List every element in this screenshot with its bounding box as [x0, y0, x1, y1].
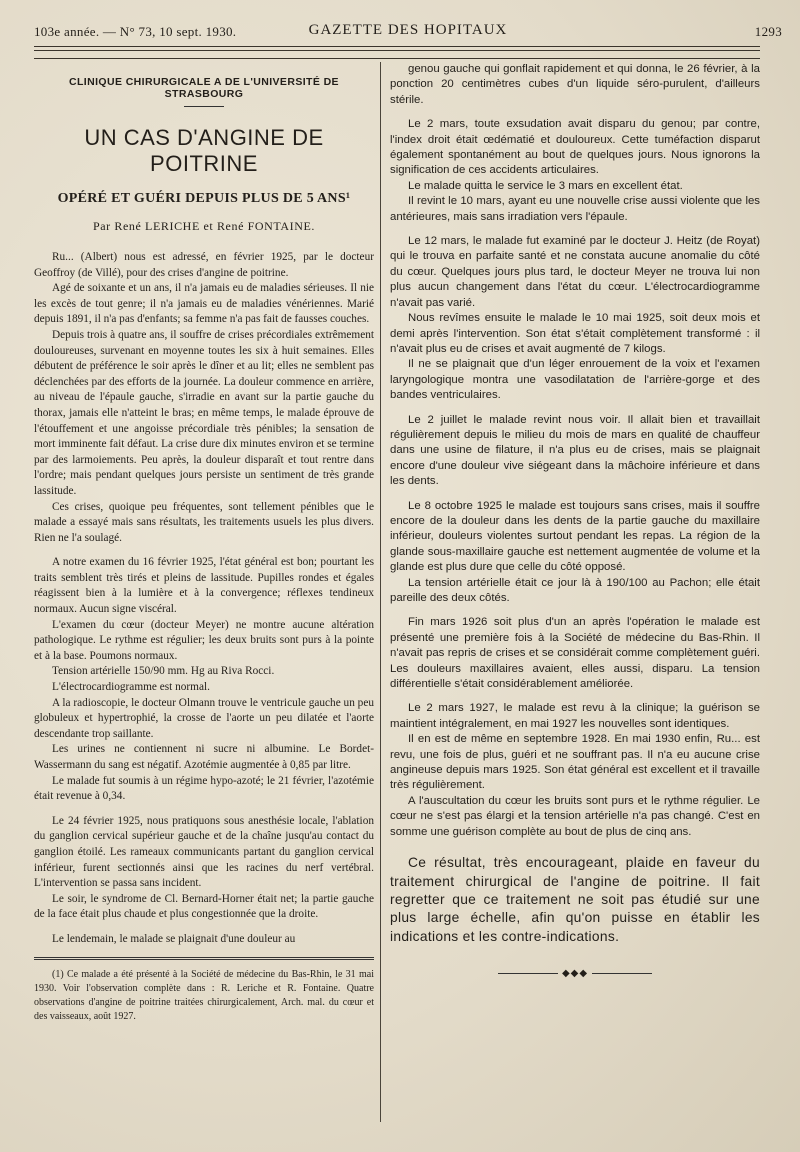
column-divider	[380, 62, 381, 1122]
paragraph: Le 2 juillet le malade revint nous voir. Il allait bien et travaillait régulièrement depuis le milieu du mois de mars en qualité de chauffeur dans une usine de filature, il n'a plus eu de crises, mais se plaignait encore d'une douleur vive siégeant dans la mâchoire inférieure et dans les dents.	[390, 413, 760, 488]
paragraph: Le 12 mars, le malade fut examiné par le docteur J. Heitz (de Royat) qui le trouva en parfaite santé et ne constata aucune anomalie du côté du cœur. Quelques jours plus tard, le docteur Meyer ne trouva lui non plus aucun changement dans l'état du cœur. L'électrocardiogramme n'avait pas varié.	[390, 235, 760, 309]
kicker-rule	[184, 106, 224, 107]
paragraph: Le soir, le syndrome de Cl. Bernard-Horner était net; la partie gauche de la face était plus chaude et plus congestionnée que la droite.	[34, 892, 374, 921]
paragraph: Il revint le 10 mars, ayant eu une nouvelle crise aussi violente que les antérieures, mais sans irradiation vers l'épaule.	[390, 195, 760, 223]
running-header	[34, 22, 782, 42]
paragraph: Le 2 mars 1927, le malade est revu à la clinique; la guérison se maintient intégralement, en mai 1927 les nouvelles sont identiques.	[390, 702, 760, 730]
paragraph: L'examen du cœur (docteur Meyer) ne montre aucune altération pathologique. Le rythme est régulier; les deux bruits sont purs à la pointe et à la base. Poumons normaux.	[34, 618, 374, 662]
paragraph: genou gauche qui gonflait rapidement et qui donna, le 26 février, à la ponction 20 centimètres cubes d'un liquide séro-purulent, d'ailleurs stérile.	[390, 63, 760, 106]
clinic-kicker: CLINIQUE CHIRURGICALE A DE L'UNIVERSITÉ DE STRASBOURG	[69, 76, 339, 100]
article-byline: Par René LERICHE et René FONTAINE.	[92, 219, 316, 233]
article-subtitle: OPÉRÉ ET GUÉRI DEPUIS PLUS DE 5 ANS¹	[57, 191, 351, 206]
paragraph: A l'auscultation du cœur les bruits sont purs et le rythme régulier. Le cœur ne s'est pas élargi et la tension artérielle n'a pas changé. C'est en somme une guérison complète au bout de plus de cinq ans.	[390, 794, 760, 838]
paragraph: Agé de soixante et un ans, il n'a jamais eu de maladies sérieuses. Il nie les excès de tout genre; il n'a jamais eu de maladies vénériennes. Marié depuis 1891, il n'a pas d'enfants; sa femme n'a pas fait de fausses couches.	[34, 282, 374, 326]
paragraph: Ru... (Albert) nous est adressé, en février 1925, par le docteur Geoffroy (de Villé), pour des crises d'angine de poitrine.	[34, 251, 374, 279]
paragraph: Le lendemain, le malade se plaignait d'une douleur au	[52, 932, 296, 945]
header-rule	[34, 46, 760, 47]
paragraph: Le 2 mars, toute exsudation avait disparu du genou; par contre, l'index droit était œdématié et douloureux. Cette tuméfaction disparut également spontanément au bout de quelques jours. Nous ignorons la signification de ces accidents articulaires.	[390, 118, 760, 177]
header-rule	[34, 58, 760, 59]
paragraph: La tension artérielle était ce jour là à 190/100 au Pachon; elle était pareille des deux côtés.	[390, 576, 760, 604]
issue-info: 103e année. — N° 73, 10 sept. 1930.	[34, 24, 237, 39]
footnote-text: (1) Ce malade a été présenté à la Société de médecine du Bas-Rhin, le 31 mai 1930. Voir l'observation complète dans : R. Leriche et R. Fontaine. Quatre observations d'angine de poitrine traitées chirurgicalement, Arch. mal. du cœur et des vaisseaux, août 1927.	[34, 968, 374, 1022]
paragraph: Ces crises, quoique peu fréquentes, sont tellement pénibles que le malade a essayé mais sans résultats, les traitements usuels les plus divers. Rien ne l'a soulagé.	[34, 500, 374, 544]
paragraph: Le malade quitta le service le 3 mars en excellent état.	[408, 179, 683, 192]
paragraph: Le 24 février 1925, nous pratiquons sous anesthésie locale, l'ablation du ganglion cervical supérieur gauche et de la chaîne jusqu'au contact du ganglion étoilé. Les rameaux communicants partant du ganglion cervical inférieur, furent sectionnés ainsi que les racines du nerf vertébral. L'intervention se passa sans incident.	[34, 814, 374, 890]
paragraph: Depuis trois à quatre ans, il souffre de crises précordiales extrêmement douloureuses, survenant en moyenne toutes les six à huit semaines. Elles débutent de préférence le soir après le dîner et au lit; elles ne semblent pas déclenchées par des efforts de la journée. La douleur commence en arrière, au niveau de l'épaule gauche, s'irradie en avant sur la partie gauche du thorax, jamais elle n'atteint le bras; en même temps, le malade éprouve de l'étouffement et une angoisse précordiale très pénibles; la sensation de mort imminente fait défaut. La crise dure dix minutes environ et se termine par des larmoiements. Peu après, la douleur disparaît et tout rentre dans l'ordre; mais pendant quelques jours persiste un sentiment de très grande lassitude.	[34, 328, 374, 497]
paragraph: Fin mars 1926 soit plus d'un an après l'opération le malade est présenté une première fois à la Société de médecine du Bas-Rhin. Il n'avait pas repris de crises et se considérait comme complètement guéri. Les douleurs maxillaires avaient, elles aussi, disparu. La tension différentielle s'était considérablement améliorée.	[390, 616, 760, 691]
journal-title: GAZETTE DES HOPITAUX	[308, 22, 508, 38]
footnote-rule	[34, 957, 374, 960]
paragraph: L'électrocardiogramme est normal.	[52, 681, 210, 694]
header-rule	[34, 50, 760, 51]
left-column	[34, 62, 374, 1142]
paragraph: Les urines ne contiennent ni sucre ni albumine. Le Bordet-Wassermann du sang est négatif. Azotémie augmentée à 0,85 par litre.	[34, 743, 374, 771]
paragraph: Tension artérielle 150/90 mm. Hg au Riva Rocci.	[52, 665, 275, 678]
footnote	[34, 968, 374, 1024]
paragraph: Il en est de même en septembre 1928. En mai 1930 enfin, Ru... est revu, une fois de plus, guéri et ne souffrant pas. Il n'a eu aucune crise angineuse depuis mars 1925. Son état général est excellent et il travaille très régulièrement.	[390, 733, 760, 792]
right-column	[390, 62, 760, 1142]
paragraph: Le malade fut soumis à un régime hypo-azoté; le 21 février, l'azotémie était revenue à 0,34.	[34, 774, 374, 803]
paragraph: Nous revîmes ensuite le malade le 10 mai 1925, soit deux mois et demi après l'intervention. Son état s'était complètement transformé : il n'avait plus eu de crises et avait augmenté de 7 kilogs.	[390, 312, 760, 355]
page-number: 1293	[754, 24, 782, 39]
paragraph: Le 8 octobre 1925 le malade est toujours sans crises, mais il souffre encore de la douleur dans les dents de la partie gauche du maxillaire inférieur, douleurs violentes surtout pendant les repas. La région de la glande sous-maxillaire gauche est nettement augmentée de volume et la glande est plus dure que celle du côté opposé.	[390, 499, 760, 574]
end-ornament: ◆◆◆	[390, 968, 760, 979]
article-title: UN CAS D'ANGINE DE POITRINE	[84, 125, 324, 176]
conclusion-paragraph: Ce résultat, très encourageant, plaide en faveur du traitement chirurgical de l'angine de poitrine. Il fait regretter que ce traitement ne soit pas étudié sur une plus large échelle, afin qu'on puisse en établir les indications et les contre-indications.	[390, 855, 760, 944]
paragraph: A la radioscopie, le docteur Olmann trouve le ventricule gauche un peu globuleux et hypertrophié, la crosse de l'aorte un peu dilatée et l'aorte descendante trop saillante.	[34, 696, 374, 740]
paragraph: A notre examen du 16 février 1925, l'état général est bon; pourtant les traits semblent très tirés et pleins de lassitude. Pupilles rondes et égales réagissent bien à la lumière et à la convergence; réflexes tendineux normaux. Aucun signe viscéral.	[34, 556, 374, 616]
paragraph: Il ne se plaignait que d'un léger enrouement de la voix et l'examen laryngologique montra une vasodilatation de l'arrière-gorge et des bandes ventriculaires.	[390, 358, 760, 402]
